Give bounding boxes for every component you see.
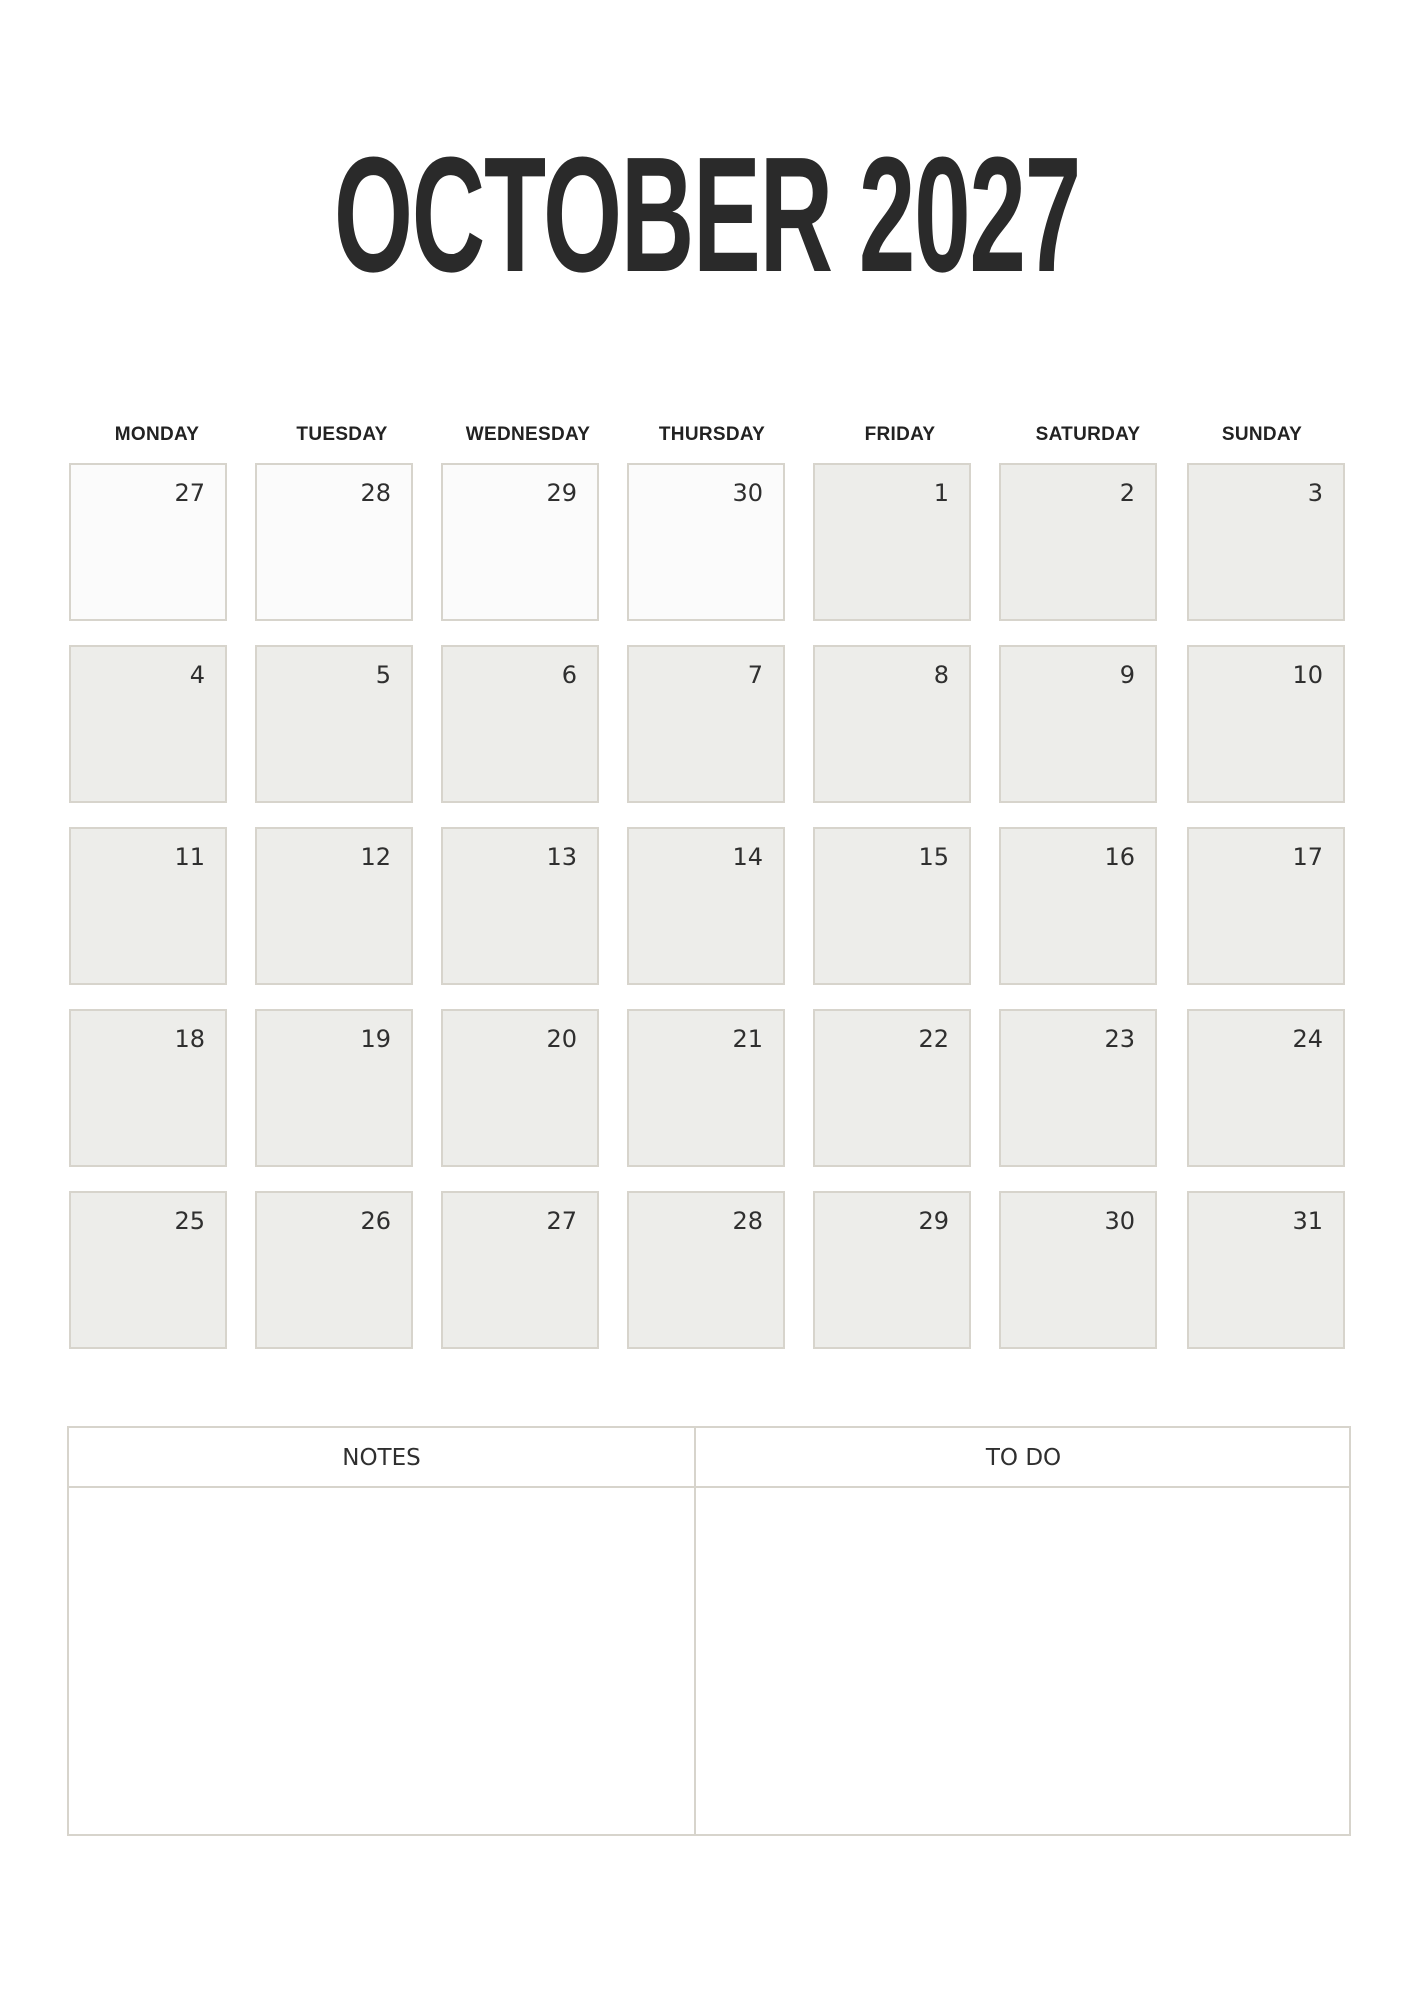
day-number: 19	[360, 1025, 391, 1053]
notes-area[interactable]	[69, 1488, 694, 1836]
day-cell[interactable]	[1187, 1191, 1345, 1349]
day-cell[interactable]	[999, 1009, 1157, 1167]
day-cell[interactable]	[813, 1009, 971, 1167]
calendar-title: OCTOBER 2027	[333, 123, 1081, 306]
day-cell[interactable]	[627, 1009, 785, 1167]
day-cell[interactable]	[255, 1191, 413, 1349]
day-cell-adjacent-month[interactable]	[441, 463, 599, 621]
day-cell-adjacent-month[interactable]	[69, 463, 227, 621]
day-number: 26	[360, 1207, 391, 1235]
day-cell[interactable]	[255, 645, 413, 803]
day-number: 17	[1292, 843, 1323, 871]
day-cell[interactable]	[627, 645, 785, 803]
day-cell[interactable]	[813, 645, 971, 803]
day-cell[interactable]	[69, 1191, 227, 1349]
weekday-saturday: SATURDAY	[1035, 424, 1141, 445]
day-cell[interactable]	[999, 1191, 1157, 1349]
day-number: 3	[1307, 479, 1323, 507]
day-cell[interactable]	[1187, 645, 1345, 803]
day-cell[interactable]	[441, 827, 599, 985]
day-number: 16	[1104, 843, 1135, 871]
weekday-wednesday: WEDNESDAY	[465, 424, 591, 445]
notes-heading: NOTES	[342, 1445, 421, 1471]
day-number: 22	[918, 1025, 949, 1053]
day-number: 7	[747, 661, 763, 689]
day-number: 5	[375, 661, 391, 689]
day-number: 28	[732, 1207, 763, 1235]
day-number: 4	[189, 661, 205, 689]
day-cell[interactable]	[1187, 827, 1345, 985]
day-cell[interactable]	[999, 827, 1157, 985]
day-number: 29	[918, 1207, 949, 1235]
day-number: 18	[174, 1025, 205, 1053]
day-number: 1	[933, 479, 949, 507]
day-number: 10	[1292, 661, 1323, 689]
weekday-monday: MONDAY	[114, 424, 200, 445]
day-cell[interactable]	[1187, 1009, 1345, 1167]
notes-todo-panel	[67, 1426, 1351, 1836]
day-cell[interactable]	[69, 827, 227, 985]
day-number: 12	[360, 843, 391, 871]
day-cell[interactable]	[999, 645, 1157, 803]
todo-heading: TO DO	[985, 1445, 1062, 1471]
day-number: 13	[546, 843, 577, 871]
day-number: 20	[546, 1025, 577, 1053]
day-cell[interactable]	[627, 827, 785, 985]
weekday-tuesday: TUESDAY	[296, 424, 388, 445]
weekday-thursday: THURSDAY	[658, 424, 766, 445]
day-number: 27	[174, 479, 205, 507]
day-number: 25	[174, 1207, 205, 1235]
day-number: 30	[1104, 1207, 1135, 1235]
day-cell[interactable]	[813, 1191, 971, 1349]
todo-area[interactable]	[696, 1488, 1351, 1836]
day-number: 21	[732, 1025, 763, 1053]
day-number: 27	[546, 1207, 577, 1235]
day-number: 9	[1119, 661, 1135, 689]
day-cell[interactable]	[441, 1009, 599, 1167]
day-number: 24	[1292, 1025, 1323, 1053]
day-cell[interactable]	[441, 1191, 599, 1349]
day-number: 8	[933, 661, 949, 689]
day-number: 29	[546, 479, 577, 507]
day-cell[interactable]	[441, 645, 599, 803]
day-number: 31	[1292, 1207, 1323, 1235]
day-cell[interactable]	[255, 1009, 413, 1167]
day-cell[interactable]	[813, 827, 971, 985]
day-cell[interactable]	[999, 463, 1157, 621]
day-number: 14	[732, 843, 763, 871]
day-cell[interactable]	[1187, 463, 1345, 621]
day-number: 30	[732, 479, 763, 507]
day-number: 28	[360, 479, 391, 507]
weekday-friday: FRIDAY	[864, 424, 936, 445]
day-cell[interactable]	[627, 1191, 785, 1349]
weekday-sunday: SUNDAY	[1221, 424, 1303, 445]
day-number: 15	[918, 843, 949, 871]
day-cell-adjacent-month[interactable]	[627, 463, 785, 621]
day-number: 2	[1119, 479, 1135, 507]
day-cell[interactable]	[69, 1009, 227, 1167]
day-number: 11	[174, 843, 205, 871]
day-number: 6	[561, 661, 577, 689]
day-cell[interactable]	[69, 645, 227, 803]
day-cell[interactable]	[255, 827, 413, 985]
day-cell[interactable]	[813, 463, 971, 621]
day-cell-adjacent-month[interactable]	[255, 463, 413, 621]
day-number: 23	[1104, 1025, 1135, 1053]
